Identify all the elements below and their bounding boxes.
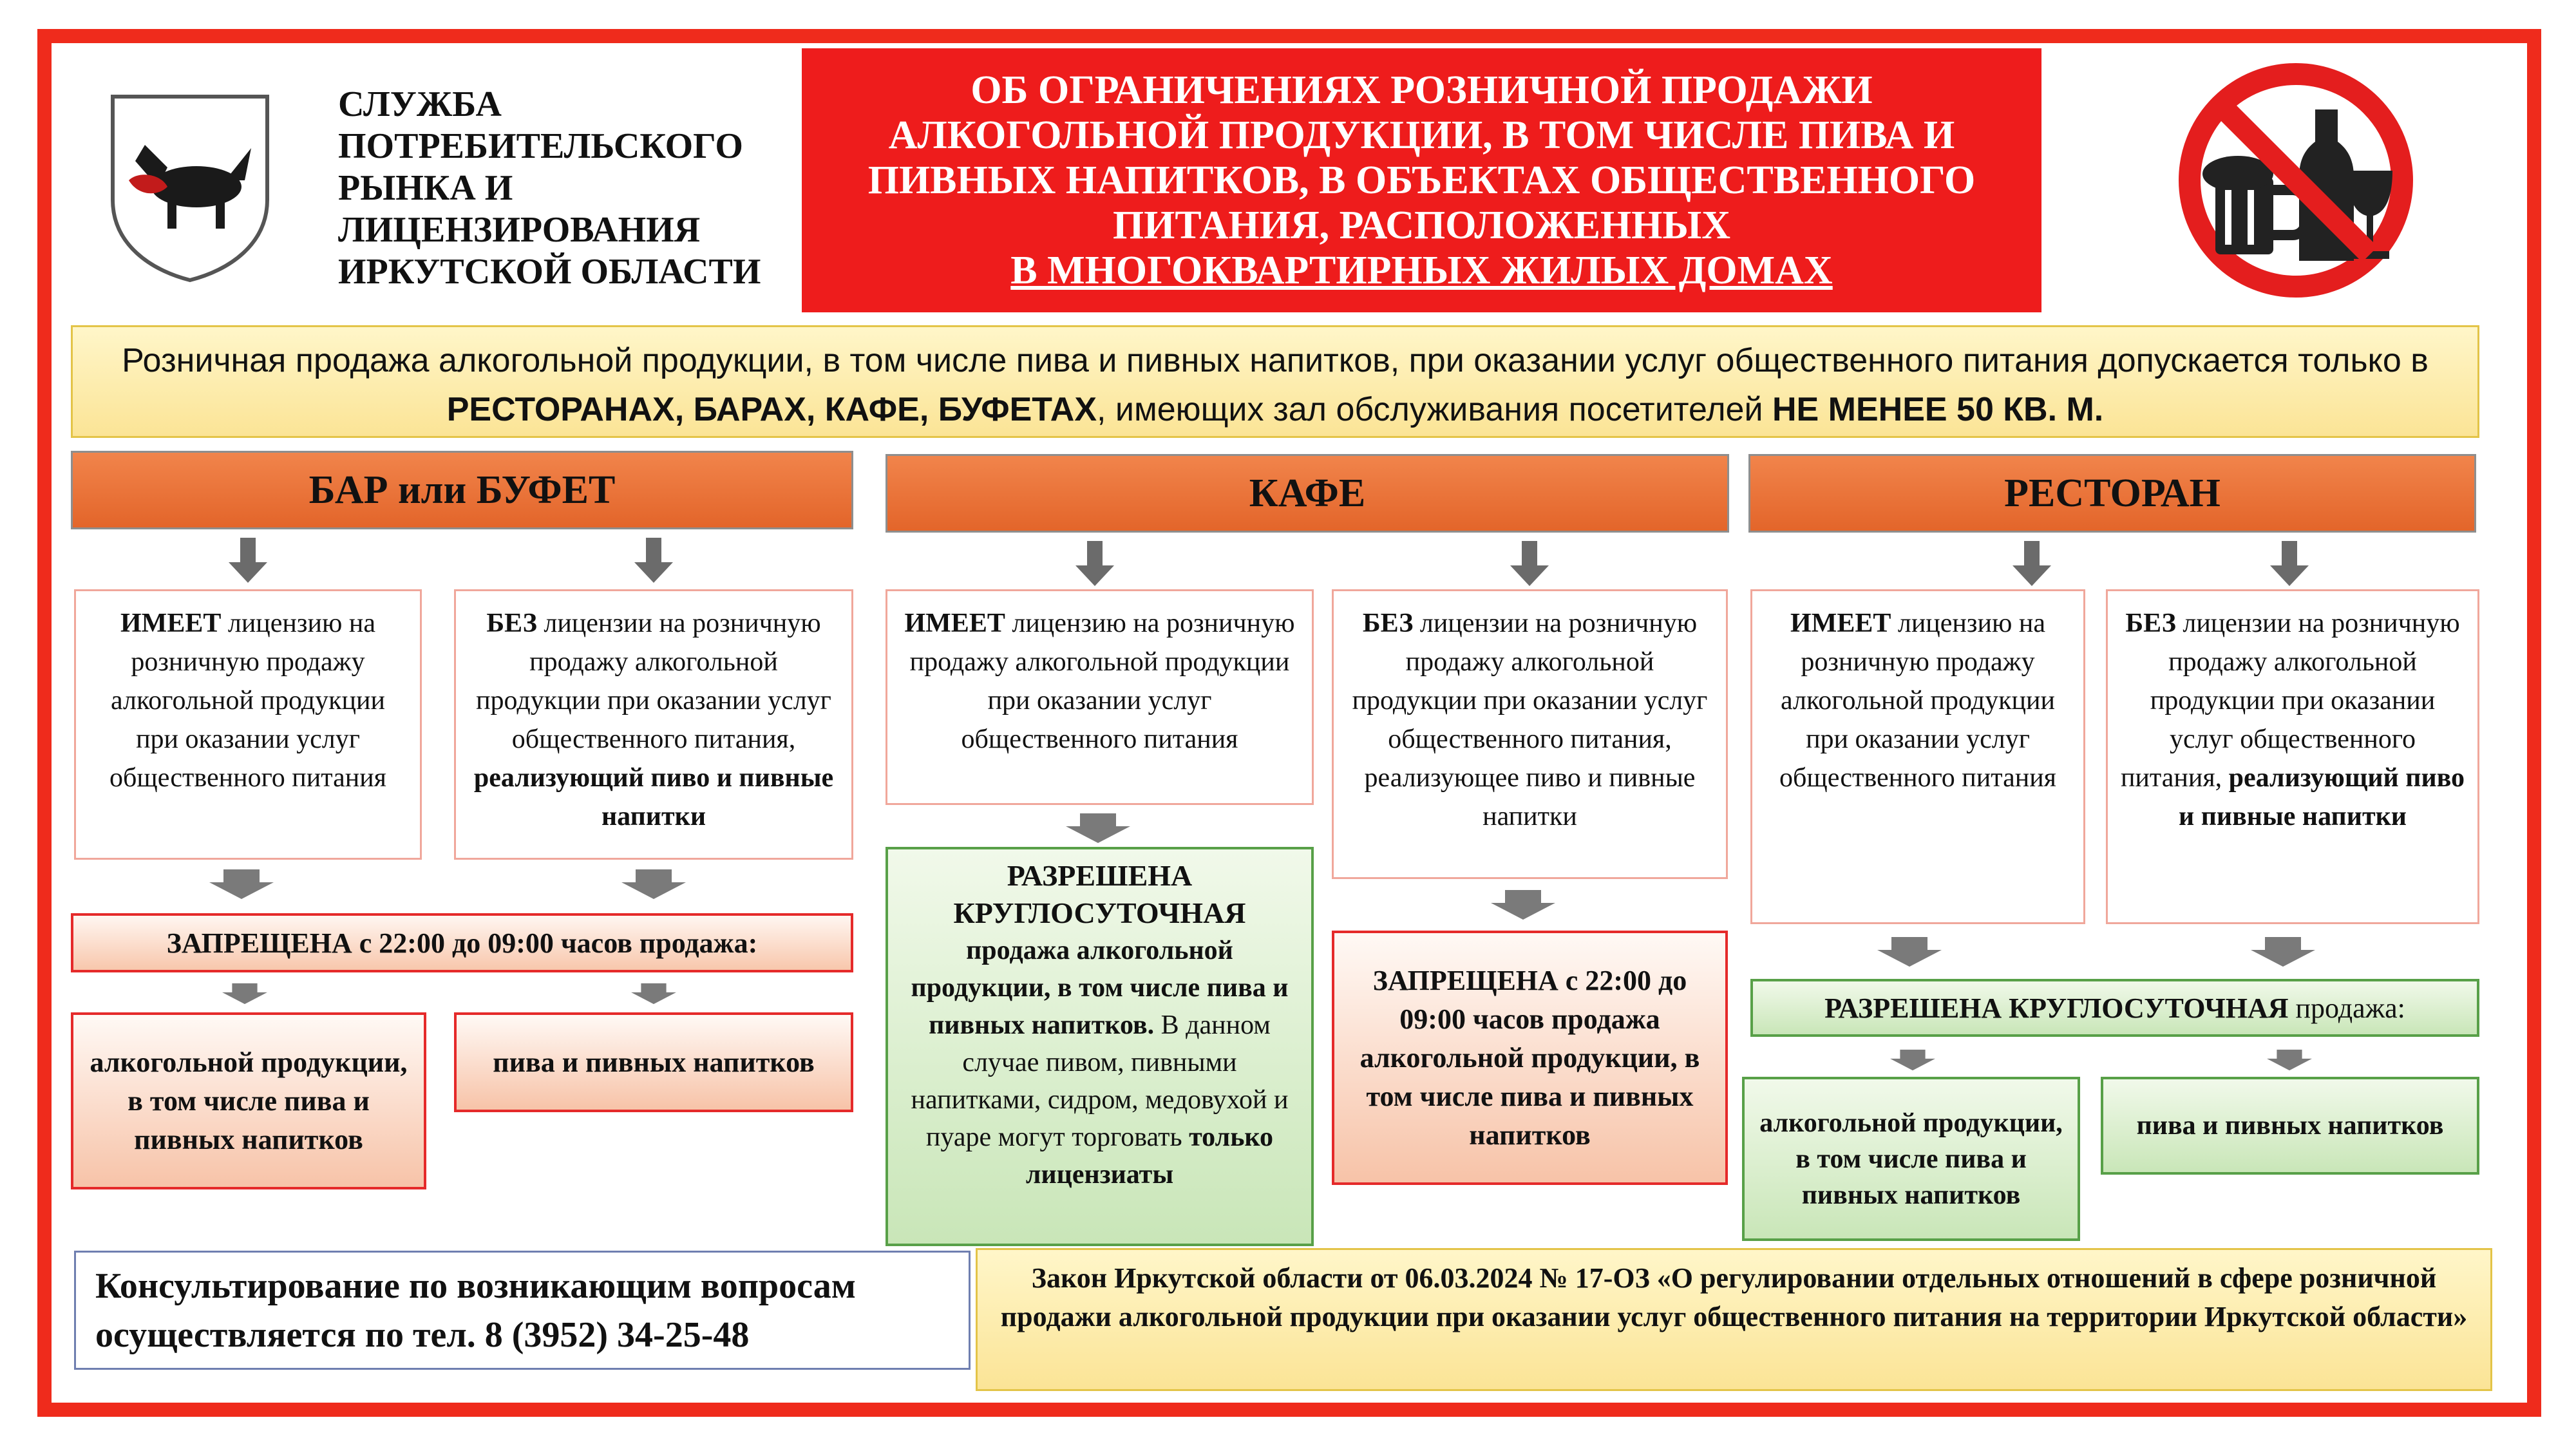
allowed-keyword: РАЗРЕШЕНА КРУГЛОСУТОЧНАЯ: [1824, 992, 2289, 1024]
down-arrow-icon: [229, 538, 267, 583]
cafe-banned-box: [1332, 931, 1728, 1185]
license-keyword: ИМЕЕТ: [120, 609, 222, 638]
consultation-contact: [74, 1251, 971, 1370]
law-reference: [976, 1248, 2492, 1391]
cafe-no-license-box: [1332, 589, 1728, 879]
category-label: КАФЕ: [1249, 471, 1366, 515]
org-line: РЫНКА И: [338, 168, 513, 208]
banned-item-text: алкогольной продукции, в том числе пива и пивных напитков: [90, 1046, 408, 1155]
down-arrow-icon: [634, 538, 673, 583]
title-line: АЛКОГОЛЬНОЙ ПРОДУКЦИИ, В ТОМ ЧИСЛЕ ПИВА И: [888, 113, 1955, 157]
no-alcohol-icon: [2161, 58, 2431, 303]
org-line: ИРКУТСКОЙ ОБЛАСТИ: [338, 252, 761, 292]
category-cafe: [886, 454, 1729, 533]
org-line: СЛУЖБА: [338, 84, 502, 124]
allowed-text-tail: только лицензиаты: [1025, 1122, 1274, 1189]
title-line-underlined: В МНОГОКВАРТИРНЫХ ЖИЛЫХ ДОМАХ: [1010, 249, 1833, 292]
license-keyword: БЕЗ: [1362, 609, 1414, 638]
allowed-text: продажа:: [2288, 992, 2405, 1024]
banned-keyword: ЗАПРЕЩЕНА: [166, 927, 352, 959]
category-label: РЕСТОРАН: [2004, 471, 2221, 515]
allowed-text-bold: продажа алкогольной продукции, в том числе пива и пивных напитков.: [911, 936, 1289, 1040]
down-arrow-icon: [1890, 1048, 1935, 1072]
down-arrow-icon: [2267, 1048, 2312, 1072]
down-arrow-icon: [631, 982, 676, 1005]
license-text: лицензии на розничную продажу алкогольной продукции при оказании услуг общественного питания,: [2120, 609, 2460, 793]
license-keyword: БЕЗ: [486, 609, 537, 638]
title-line: ОБ ОГРАНИЧЕНИЯХ РОЗНИЧНОЙ ПРОДАЖИ: [971, 68, 1873, 112]
license-text: лицензию на розничную продажу алкогольной продукции при оказании услуг общественного питания: [1779, 609, 2056, 793]
restaurant-allowed-alcohol-item: [1742, 1077, 2080, 1241]
restaurant-allowed-banner: [1750, 979, 2479, 1037]
down-arrow-icon: [2270, 541, 2309, 586]
allowed-title: РАЗРЕШЕНА: [1007, 859, 1193, 892]
consultation-text: Консультирование по возникающим вопросам осуществляется по тел. 8 (3952) 34-25-48: [95, 1266, 856, 1355]
org-line: ПОТРЕБИТЕЛЬСКОГО: [338, 126, 743, 166]
organization-name: [338, 84, 789, 293]
irkutsk-coat-of-arms-icon: [106, 90, 274, 283]
down-arrow-icon: [1877, 937, 1942, 967]
intro-venues: РЕСТОРАНАХ, БАРАХ, КАФЕ, БУФЕТАХ: [446, 391, 1097, 428]
bar-has-license-box: [74, 589, 422, 860]
license-text-bold: реализующий пиво и пивные напитки: [473, 763, 834, 831]
license-keyword: ИМЕЕТ: [904, 609, 1005, 638]
license-text: лицензии на розничную продажу алкогольной продукции при оказании услуг общественного питания,: [476, 609, 831, 754]
down-arrow-icon: [2251, 937, 2315, 967]
bar-banned-banner: [71, 913, 853, 972]
license-keyword: БЕЗ: [2125, 609, 2176, 638]
bar-no-license-box: [454, 589, 853, 860]
category-bar-buffet: [71, 451, 853, 529]
restaurant-allowed-beer-item: [2101, 1077, 2479, 1175]
down-arrow-icon: [1491, 890, 1555, 920]
intro-notice: [71, 325, 2479, 438]
banned-text: ЗАПРЕЩЕНА с 22:00 до 09:00 часов продажа алкогольной продукции, в том числе пива и пивных напитков: [1359, 964, 1700, 1151]
down-arrow-icon: [222, 982, 267, 1005]
license-text-bold: реализующий пиво и пивные напитки: [2179, 763, 2465, 831]
license-text: лицензию на розничную продажу алкогольной продукции при оказании услуг общественного питания: [109, 609, 386, 793]
intro-area: НЕ МЕНЕЕ 50 КВ. М.: [1772, 391, 2104, 428]
down-arrow-icon: [1066, 813, 1130, 843]
bar-banned-beer-item: [454, 1012, 853, 1112]
restaurant-no-license-box: [2106, 589, 2479, 924]
down-arrow-icon: [1075, 541, 1114, 586]
org-line: ЛИЦЕНЗИРОВАНИЯ: [338, 210, 701, 250]
allowed-title: КРУГЛОСУТОЧНАЯ: [953, 896, 1246, 929]
banned-item-text: пива и пивных напитков: [493, 1046, 815, 1078]
down-arrow-icon: [209, 869, 274, 899]
allowed-item-text: пива и пивных напитков: [2136, 1111, 2444, 1141]
license-text: лицензии на розничную продажу алкогольной продукции при оказании услуг общественного питания, реализующее пиво и пивные напитки: [1352, 609, 1708, 831]
category-restaurant: [1748, 454, 2476, 533]
cafe-has-license-box: [886, 589, 1314, 805]
down-arrow-icon: [1510, 541, 1549, 586]
down-arrow-icon: [2012, 541, 2051, 586]
page-title: [802, 48, 2041, 312]
bar-banned-alcohol-item: [71, 1012, 426, 1189]
allowed-item-text: алкогольной продукции, в том числе пива и пивных напитков: [1759, 1108, 2063, 1210]
intro-text: Розничная продажа алкогольной продукции, в том числе пива и пивных напитков, при оказании услуг общественного питания допускается только в: [122, 342, 2429, 379]
allowed-text: В данном случае пивом, пивными напитками, сидром, медовухой и пуаре могут торговать: [911, 1010, 1289, 1152]
intro-text-2: , имеющих зал обслуживания посетителей: [1097, 391, 1772, 428]
down-arrow-icon: [621, 869, 686, 899]
restaurant-has-license-box: [1750, 589, 2085, 924]
license-text: лицензию на розничную продажу алкогольной продукции при оказании услуг общественного питания: [909, 609, 1295, 754]
license-keyword: ИМЕЕТ: [1790, 609, 1891, 638]
banned-text: с 22:00 до 09:00 часов продажа:: [352, 927, 758, 959]
law-text: Закон Иркутской области от 06.03.2024 № 17-ОЗ «О регулировании отдельных отношений в сфере розничной продажи алкогольной продукции при оказании услуг общественного питания на территории Иркутской области»: [1000, 1262, 2468, 1332]
cafe-allowed-box: [886, 847, 1314, 1246]
title-line: ПИТАНИЯ, РАСПОЛОЖЕННЫХ: [1112, 204, 1731, 247]
title-line: ПИВНЫХ НАПИТКОВ, В ОБЪЕКТАХ ОБЩЕСТВЕННОГО: [867, 158, 1976, 202]
category-label: БАР или БУФЕТ: [308, 468, 616, 512]
